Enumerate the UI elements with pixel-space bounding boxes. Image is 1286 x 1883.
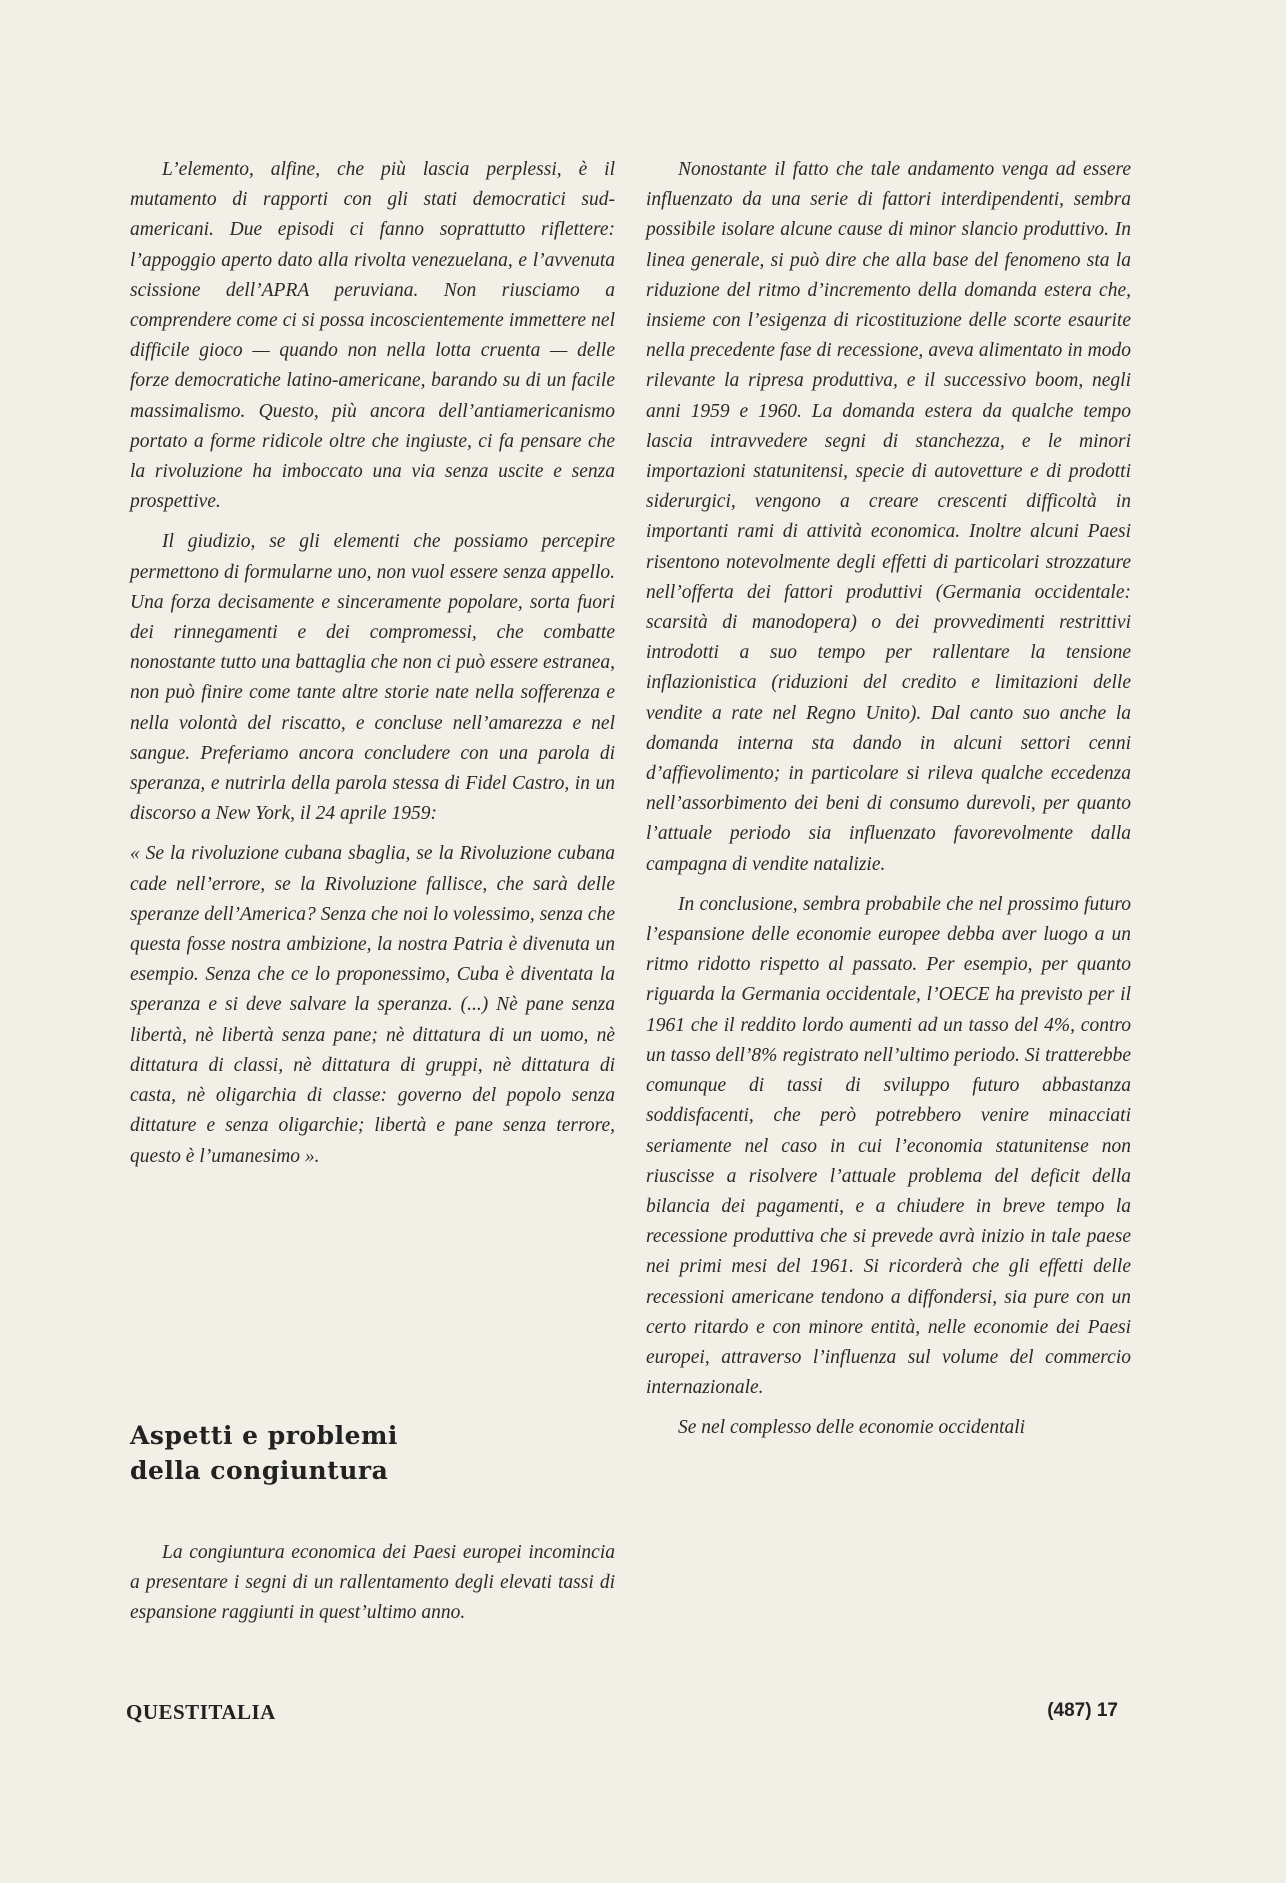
castro-quote: « Se la rivoluzione cubana sbaglia, se la Rivoluzione cubana cade nell’errore, se la Rivoluzione fallisce, che sarà delle speranze dell’America? Senza che noi lo volessimo, senza che questa fosse nostra ambizione, la nostra Patria è divenuta un esempio. Senza che ce lo proponessimo, Cuba è diventata la speranza e si deve salvare la speranza. (...) Nè pane senza libertà, nè libertà senza pane; nè dittatura di un uomo, nè dittatura di classi, nè dittatura di gruppi, nè dittatura di casta, nè oligarchia di classe: governo del popolo senza dittature e senza oligarchie; libertà e pane senza terrore, questo è l’umanesimo ».: [130, 843, 615, 1167]
left-column: [130, 155, 615, 1172]
right-column: [646, 155, 1131, 1444]
magazine-name: QUESTITALIA: [126, 1700, 276, 1724]
section-heading-line: Aspetti e problemi: [130, 1421, 398, 1450]
paragraph: Nonostante il fatto che tale andamento venga ad essere influenzato da una serie di fattori interdipendenti, sembra possibile isolare alcune cause di minor slancio produttivo. In linea generale, si può dire che alla base del fenomeno sta la riduzione del ritmo d’incremento della domanda estera che, insieme con l’esigenza di ricostituzione delle scorte esaurite nella precedente fase di recessione, aveva alimentato in modo rilevante la ripresa produttiva, e il successivo boom, negli anni 1959 e 1960. La domanda estera da qualche tempo lascia intravvedere segni di stanchezza, e le minori importazioni statunitensi, specie di autovetture e di prodotti siderurgici, vengono a creare crescenti difficoltà in importanti rami di attività economica. Inoltre alcuni Paesi risentono notevolmente degli effetti di particolari strozzature nell’offerta dei fattori produttivi (Germania occidentale: scarsità di manodopera) o dei provvedimenti restrittivi introdotti a suo tempo per rallentare la tensione inflazionistica (riduzioni del credito e limitazioni delle vendite a rate nel Regno Unito). Dal canto suo anche la domanda interna sta dando in alcuni settori cenni d’affievolimento; in particolare si rileva qualche eccedenza nell’assorbimento dei beni di consumo durevoli, per quanto l’attuale periodo sia influenzato favorevolmente dalla campagna di vendite natalizie.: [646, 159, 1131, 875]
paragraph: L’elemento, alfine, che più lascia perplessi, è il mutamento di rapporti con gli stati democratici sud-americani. Due episodi ci fanno soprattutto riflettere: l’appoggio aperto dato alla rivolta venezuelana, e l’avvenuta scissione dell’APRA peruviana. Non riusciamo a comprendere come ci si possa incoscientemente immettere nel difficile gioco — quando non nella lotta cruenta — delle forze democratiche latino-americane, barando su di un facile massimalismo. Questo, più ancora dell’antiamericanismo portato a forme ridicole oltre che ingiuste, ci fa pensare che la rivoluzione ha imboccato una via senza uscite e senza prospettive.: [130, 159, 615, 513]
paragraph: La congiuntura economica dei Paesi europei incomincia a presentare i segni di un rallentamento degli elevati tassi di espansione raggiunti in quest’ultimo anno.: [130, 1542, 615, 1624]
paragraph: In conclusione, sembra probabile che nel prossimo futuro l’espansione delle economie europee debba aver luogo a un ritmo ridotto rispetto al passato. Per esempio, per quanto riguarda la Germania occidentale, l’OECE ha previsto per il 1961 che il reddito lordo aumenti ad un tasso del 4%, contro un tasso dell’8% registrato nell’ultimo periodo. Si tratterebbe comunque di tassi di sviluppo futuro abbastanza soddisfacenti, che però potrebbero venire minacciati seriamente nel caso in cui l’economia statunitense non riuscisse a risolvere l’attuale problema del deficit della bilancia dei pagamenti, e a chiudere in breve tempo la recessione produttiva che si prevede avrà inizio in tale paese nei primi mesi del 1961. Si ricorderà che gli effetti delle recessioni americane tendono a diffondersi, sia pure con un certo ritardo e con minore entità, nelle economie dei Paesi europei, attraverso l’influenza sul volume del commercio internazionale.: [646, 893, 1131, 1399]
section-heading: [130, 1418, 530, 1488]
paragraph: Il giudizio, se gli elementi che possiamo percepire permettono di formularne uno, non vuol essere senza appello. Una forza decisamente e sinceramente popolare, sorta fuori dei rinnegamenti e dei compromessi, che combatte nonostante tutto una battaglia che non ci può essere estranea, non può finire come tante altre storie nate nella sofferenza e nella volontà del riscatto, e concluse nell’amarezza e nel sangue. Preferiamo ancora concludere con una parola di speranza, e nutrirla della parola stessa di Fidel Castro, in un discorso a New York, il 24 aprile 1959:: [130, 531, 615, 825]
section-heading-line: della congiuntura: [130, 1456, 389, 1485]
page-number: (487) 17: [1047, 1700, 1118, 1721]
section-intro: [130, 1538, 615, 1629]
paragraph: Se nel complesso delle economie occidentali: [678, 1417, 1026, 1439]
